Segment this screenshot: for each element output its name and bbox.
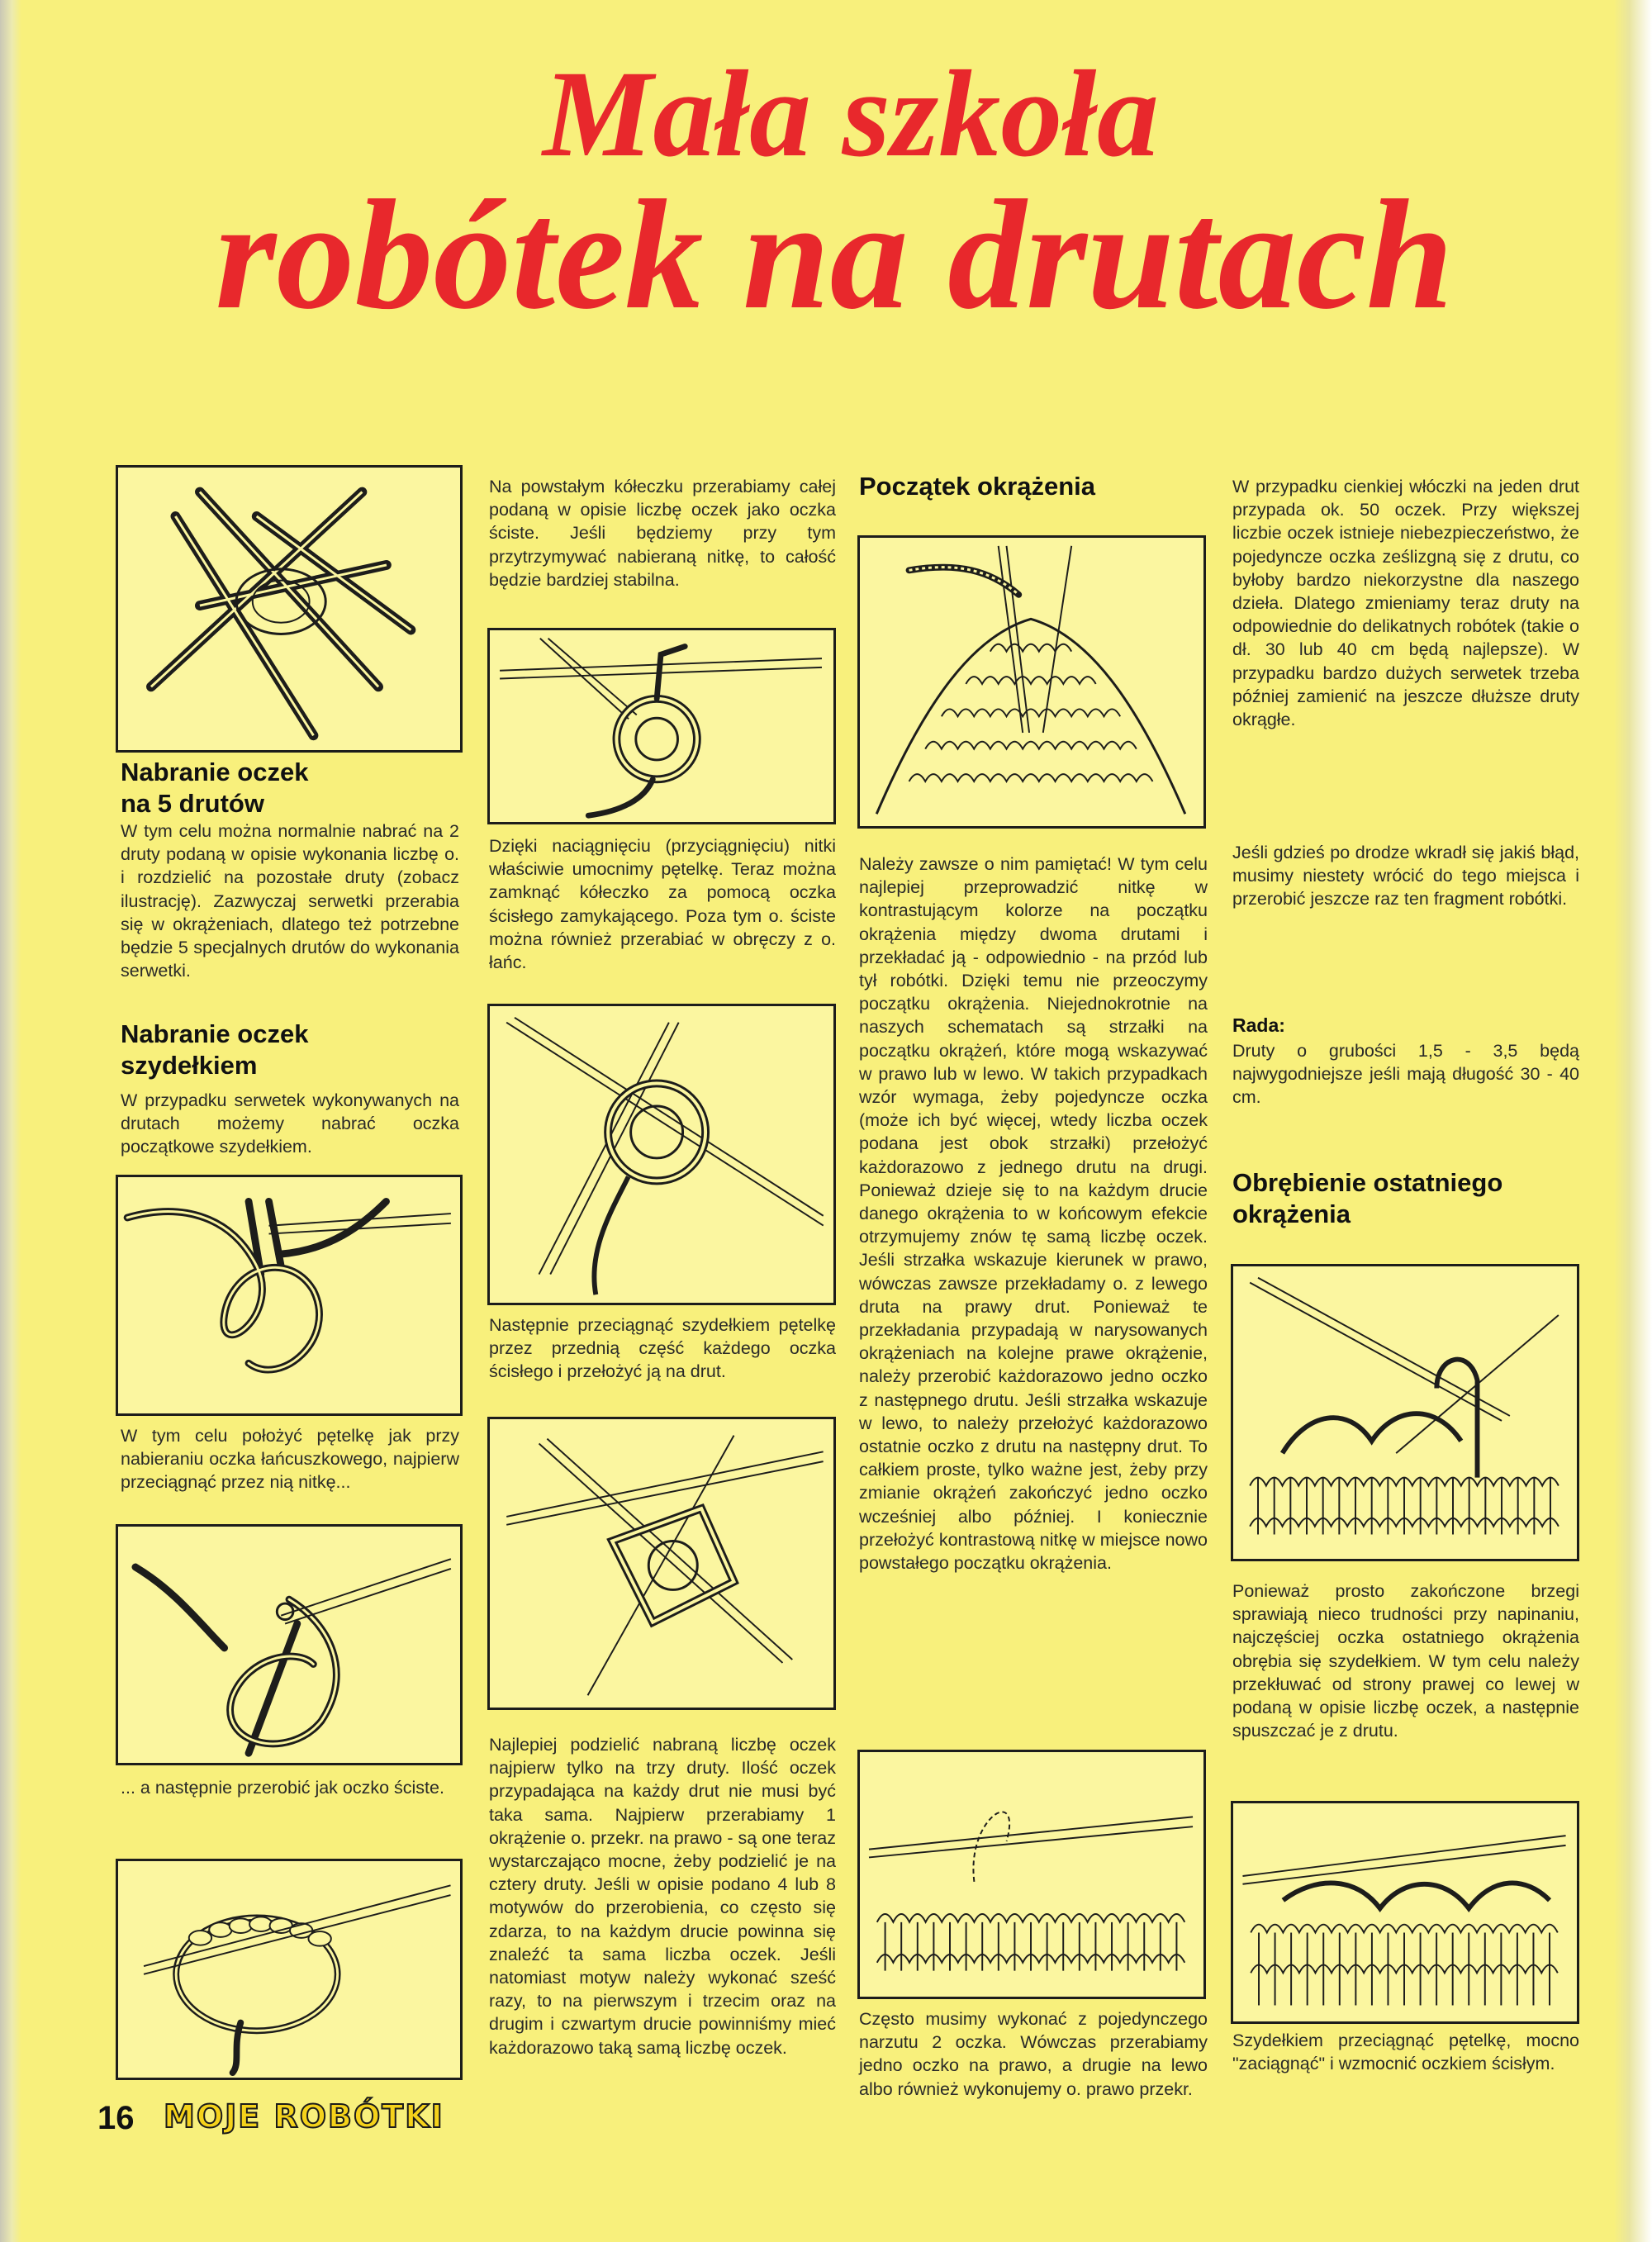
loop-hook-illustration xyxy=(118,1527,460,1763)
heading-crochet-cast-on: Nabranie oczek szydełkiem xyxy=(121,1019,309,1080)
text-pull-thread: Dzięki naciągnięciu (przyciągnięciu) nitki właściwie umocnimy pętelkę. Teraz można zamknąć kółeczko za pomocą oczka ścisłego zamykającego. Poza tym o. ściste można również przerabiać w obręczy z o. łańc. xyxy=(489,836,836,973)
figure-loop-2 xyxy=(116,1524,463,1765)
title-line-1: Mała szkoła xyxy=(543,45,1159,183)
text-cast-on-5: W tym celu można normalnie nabrać na 2 druty podaną w opisie wykonania liczbę o. i rozdzielić na pozostałe druty (zobacz ilustrację). Zazwyczaj serwetki przerabia się w okrążeniach, dlatego też potrzebne będzie 5 specjalnych drutów do wykonania serwetki. xyxy=(121,821,459,981)
figure-needle-ring xyxy=(487,1004,836,1305)
figure-bind-off xyxy=(1231,1264,1579,1561)
text-crochet-cast-on: W przypadku serwetek wykonywanych na drutach możemy nabrać oczka początkowe szydełkiem. xyxy=(121,1090,459,1157)
advice-label: Rada: xyxy=(1232,1014,1285,1036)
caption-final: Szydełkiem przeciągnąć pętelkę, mocno "zaciągnąć" i wzmocnić oczkiem ścisłym. xyxy=(1232,2031,1579,2074)
crochet-ring-illustration xyxy=(490,630,833,822)
heading-bind-off: Obrębienie ostatniego okrążenia xyxy=(1232,1168,1503,1228)
figure-round-start xyxy=(857,535,1206,829)
chain-ring-illustration xyxy=(118,1861,460,2078)
figure-loop-1 xyxy=(116,1175,463,1416)
yarn-over-illustration xyxy=(860,1752,1203,1997)
text-often-yarn-over: Często musimy wykonać z pojedynczego narzutu 2 oczka. Wówczas przerabiamy jedno oczko na prawo, a drugie na lewo albo również wykonujemy o. prawo przekr. xyxy=(859,2009,1208,2099)
text-thin-yarn: W przypadku cienkiej włóczki na jeden drut przypada ok. 50 oczek. Przy większej liczbie oczek istnieje niebezpieczeństwo, że pojedyncze oczka ześlizgną się z drutu, co byłoby bardzo niekorzystne dla naszego dzieła. Dlatego zmieniamy teraz druty na odpowiednie do delikatnych robótek (takie o dł. 30 lub 40 cm będą najlepsze). W przypadku bardzo dużych serwetek trzeba później zamienić na jeszcze dłuższe druty okrągłe. xyxy=(1232,477,1579,730)
page-number: 16 xyxy=(97,2100,135,2136)
five-needles-illustration xyxy=(118,468,460,750)
text-remember-round: Należy zawsze o nim pamiętać! W tym celu najlepiej przeprowadzić nitkę w kontrastującym kolorze na początku okrążenia między dwoma drutami i przekładać ją - odpowiednio - na przód lub tył robótki. Dzięki temu nie przeoczymy początku okrążenia. Niejednokrotnie na naszych schematach są strzałki na początku okrążeń, które mogą wskazywać w prawo lub w lewo. W takich przypadkach wzór wymaga, żeby pojedyncze oczka (może ich być więcej, wtedy liczba oczek podana jest obok strzałki) przełożyć każdorazowo z jednego drutu na drugi. Ponieważ dzieje się to na każdym drucie danego okrążenia to w końcowym efekcie otrzymujemy znów tę samą liczbę oczek. Jeśli strzałka wskazuje kierunek w prawo, wówczas zawsze przekładamy o. z lewego druta na prawy drut. Ponieważ te przekładania przypadają w narysowanych okrążeniach na kolejne prawe okrążenie, należy przerobić każdorazowo jedno oczko z następnego drutu. Jeśli strzałka wskazuje w lewo, to należy przełożyć każdorazowo ostatnie oczko z drutu na następny drut. To całkiem proste, tylko ważne jest, żeby przy zmianie okrążeń zakończyć jedno oczko wcześniej albo później. I koniecznie przełożyć kontrastową nitkę w miejsce nowo powstałego początku okrążenia. xyxy=(859,854,1208,1574)
heading-round-start: Początek okrążenia xyxy=(859,472,1096,501)
bind-off-illustration xyxy=(1233,1266,1577,1559)
text-bind-off: Ponieważ prosto zakończone brzegi sprawiają nieco trudności przy napinaniu, najczęściej oczka ostatniego okrążenia obrębia się szydełkiem. W tym celu należy przekłuwać od strony prawej co lewej w podaną w opisie liczbę oczek, a następnie spuszczać je z drutu. xyxy=(1232,1581,1579,1741)
figure-chain-ring xyxy=(116,1859,463,2080)
bind-off-crochet-illustration xyxy=(1233,1803,1577,2021)
text-mistake: Jeśli gdzieś po drodze wkradł się jakiś błąd, musimy niestety wrócić do tego miejsca i przerobić jeszcze raz ten fragment robótki. xyxy=(1232,843,1579,910)
caption-next: ... a następnie przerobić jak oczko ściste. xyxy=(121,1778,444,1798)
title-line-2: robótek na drutach xyxy=(215,169,1454,342)
round-start-illustration xyxy=(860,538,1203,826)
three-needles-illustration xyxy=(490,1419,833,1708)
caption-loop: W tym celu położyć pętelkę jak przy nabieraniu oczka łańcuszkowego, najpierw przeciągnąć przez nią nitkę... xyxy=(121,1426,459,1493)
figure-bind-off-crochet xyxy=(1231,1801,1579,2024)
figure-five-needles xyxy=(116,465,463,753)
text-pull-through: Następnie przeciągnąć szydełkiem pętelkę przez przednią część każdego oczka ścisłego i przełożyć ją na drut. xyxy=(489,1315,836,1382)
loop-illustration xyxy=(118,1177,460,1413)
heading-cast-on-5: Nabranie oczek na 5 drutów xyxy=(121,758,309,818)
figure-yarn-over xyxy=(857,1750,1206,1999)
magazine-logo: MOJE ROBÓTKI xyxy=(164,2098,444,2135)
advice-text: Druty o grubości 1,5 - 3,5 będą najwygodniejsze jeśli mają długość 30 - 40 cm. xyxy=(1232,1041,1579,1108)
figure-three-needles-ring xyxy=(487,1417,836,1710)
figure-crochet-ring xyxy=(487,628,836,824)
needle-ring-illustration xyxy=(490,1006,833,1303)
text-ring-intro: Na powstałym kółeczku przerabiamy całej podaną w opisie liczbę oczek jako oczka ściste. Jeśli będziemy przy tym przytrzymywać nabieraną nitkę, to całość będzie bardziej stabilna. xyxy=(489,477,836,590)
text-divide-stitches: Najlepiej podzielić nabraną liczbę oczek najpierw tylko na trzy druty. Ilość oczek przypadająca na każdy drut nie musi być taka sama. Najpierw przerabiamy 1 okrążenie o. przekr. na prawo - są one teraz wystarczająco mocne, żeby podzielić je na cztery druty. Jeśli w opisie podano 4 lub 8 motywów do przerobienia, co często się zdarza, to na każdym drucie powinna się znaleźć ta sama liczba oczek. Jeśli natomiast motyw należy wykonać sześć razy, to na pierwszym i trzecim oraz na drugim i czwartym drucie powinniśmy mieć każdorazowo taką samą liczbę oczek. xyxy=(489,1735,836,2058)
